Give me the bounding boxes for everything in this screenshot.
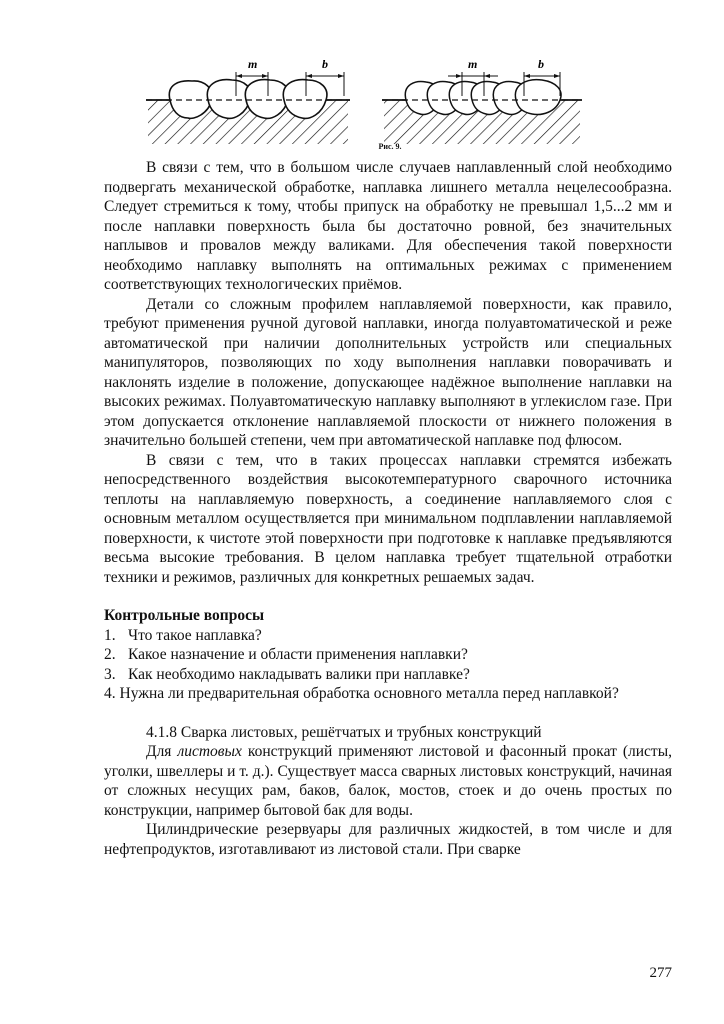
right-m-label: m bbox=[468, 57, 478, 71]
section-title: 4.1.8 Сварка листовых, решётчатых и трубных конструкций bbox=[146, 723, 542, 741]
right-b-label: b bbox=[538, 57, 544, 71]
paragraph-start: Для bbox=[146, 743, 178, 760]
weld-beads-figure bbox=[144, 50, 584, 150]
question-text: Какое назначение и области применения наплавки? bbox=[128, 646, 468, 663]
figure-caption: Рис. 9. bbox=[378, 142, 402, 151]
question-text: Нужна ли предварительная обработка основного металла перед наплавкой? bbox=[119, 685, 619, 702]
left-bead-set bbox=[146, 57, 350, 144]
question-number: 4. bbox=[104, 685, 116, 702]
emphasis-term: листовых bbox=[177, 743, 242, 760]
question-item bbox=[104, 665, 672, 685]
question-number: 1. bbox=[104, 626, 116, 644]
paragraph: Детали со сложным профилем наплавляемой поверхности, как правило, требуют применения ручной дуговой наплавки, иногда полуавтоматической и реже автоматической при наличии дополнительных устройств или специальных манипуляторов, позволяющих по ходу выполнения наплавки поворачивать и наклонять изделие в положение, допускающее надёжное выполнение наплавки на высоких режимах. Полуавтоматическую наплавку выполняют в углекислом газе. При этом допускается отклонение наплавляемой плоскости от нижнего положения в значительно большей степени, чем при автоматической наплавке под флюсом. bbox=[104, 295, 672, 449]
paragraph bbox=[104, 742, 672, 820]
question-item bbox=[104, 626, 672, 646]
paragraph: В связи с тем, что в большом числе случаев наплавленный слой необходимо подвергать механической обработке, наплавка лишнего металла нецелесообразна. Следует стремиться к тому, чтобы припуск на обработку не превышал 1,5...2 мм и после наплавки поверхность была бы достаточно ровной, без значительных наплывов и провалов между валиками. Для обеспечения такой поверхности необходимо наплавку выполнять на оптимальных режимах с применением соответствующих технологических приёмов. bbox=[104, 159, 672, 293]
page-body bbox=[104, 158, 672, 859]
questions-heading: Контрольные вопросы bbox=[104, 607, 265, 624]
paragraph: В связи с тем, что в таких процессах наплавки стремятся избежать непосредственного воздействия высокотемпературного сварочного источника теплоты на наплавляемую поверхность, а соединение наплавляемого слоя с основным металлом осуществляется при минимальном подплавлении наплавляемой поверхности, к чистоте этой поверхности при подготовке к наплавке предъявляются весьма высокие требования. В целом наплавка требует тщательной отработки техники и режимов, различных для конкретных решаемых задач. bbox=[104, 451, 672, 586]
weld-beads-drawing bbox=[144, 50, 584, 150]
paragraph-rest: конструкций применяют листовой и фасонный прокат (листы, уголки, швеллеры и т. д.). Существует масса сварных листовых конструкций, начиная от сложных несущих рам, баков, балок, мостов, стоек и до очень простых по конструкции, например бытовой бак для воды. bbox=[104, 743, 672, 819]
question-text: Как необходимо накладывать валики при наплавке? bbox=[128, 665, 470, 683]
right-bead-set bbox=[382, 57, 582, 144]
paragraph: Цилиндрические резервуары для различных жидкостей, в том числе и для нефтепродуктов, изготавливают из листовой стали. При сварке bbox=[104, 821, 672, 858]
question-text: Что такое наплавка? bbox=[128, 626, 262, 644]
question-item bbox=[104, 645, 672, 665]
question-item bbox=[104, 684, 672, 704]
page-number: 277 bbox=[649, 965, 672, 981]
left-m-label: m bbox=[248, 57, 258, 71]
question-number: 3. bbox=[104, 665, 116, 683]
left-b-label: b bbox=[322, 57, 328, 71]
question-number: 2. bbox=[104, 646, 116, 663]
